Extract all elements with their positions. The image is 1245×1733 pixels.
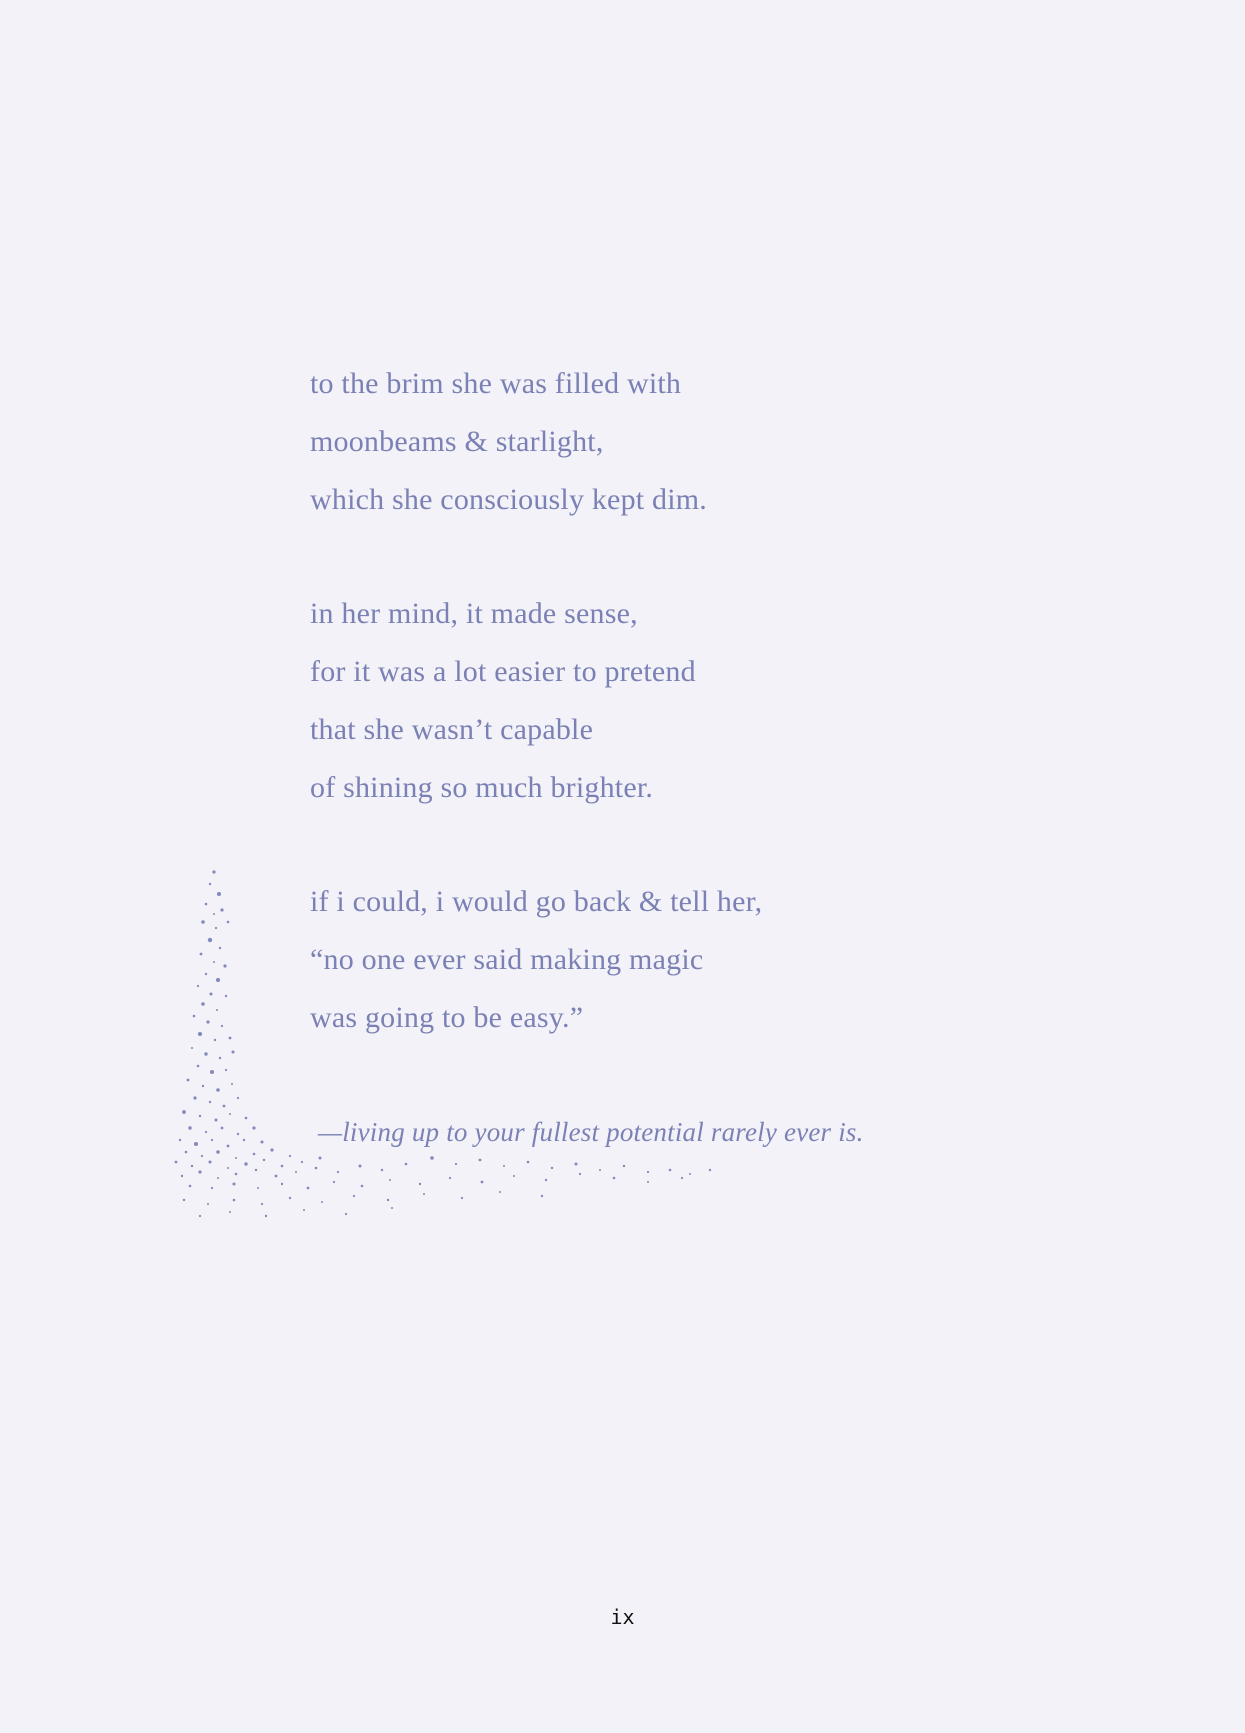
stanza-1 (310, 355, 1110, 529)
poem-line: moonbeams & starlight, (310, 425, 604, 458)
poem-attribution: —living up to your fullest potential rarely ever is. (318, 1117, 864, 1147)
poem-body (310, 355, 1110, 1047)
poem-line: in her mind, it made sense, (310, 597, 638, 630)
stanza-2 (310, 585, 1110, 817)
poem-line: for it was a lot easier to pretend (310, 655, 696, 688)
poem-line: was going to be easy.” (310, 1001, 584, 1034)
poem-line: that she wasn’t capable (310, 713, 594, 746)
poem-line: if i could, i would go back & tell her, (310, 885, 763, 918)
poem-line: to the brim she was filled with (310, 367, 682, 400)
poem-line: of shining so much brighter. (310, 771, 654, 804)
poem-line: which she consciously kept dim. (310, 483, 707, 516)
poem-line: “no one ever said making magic (310, 943, 704, 976)
page-number: ix (610, 1605, 635, 1629)
stanza-3 (310, 873, 1110, 1047)
